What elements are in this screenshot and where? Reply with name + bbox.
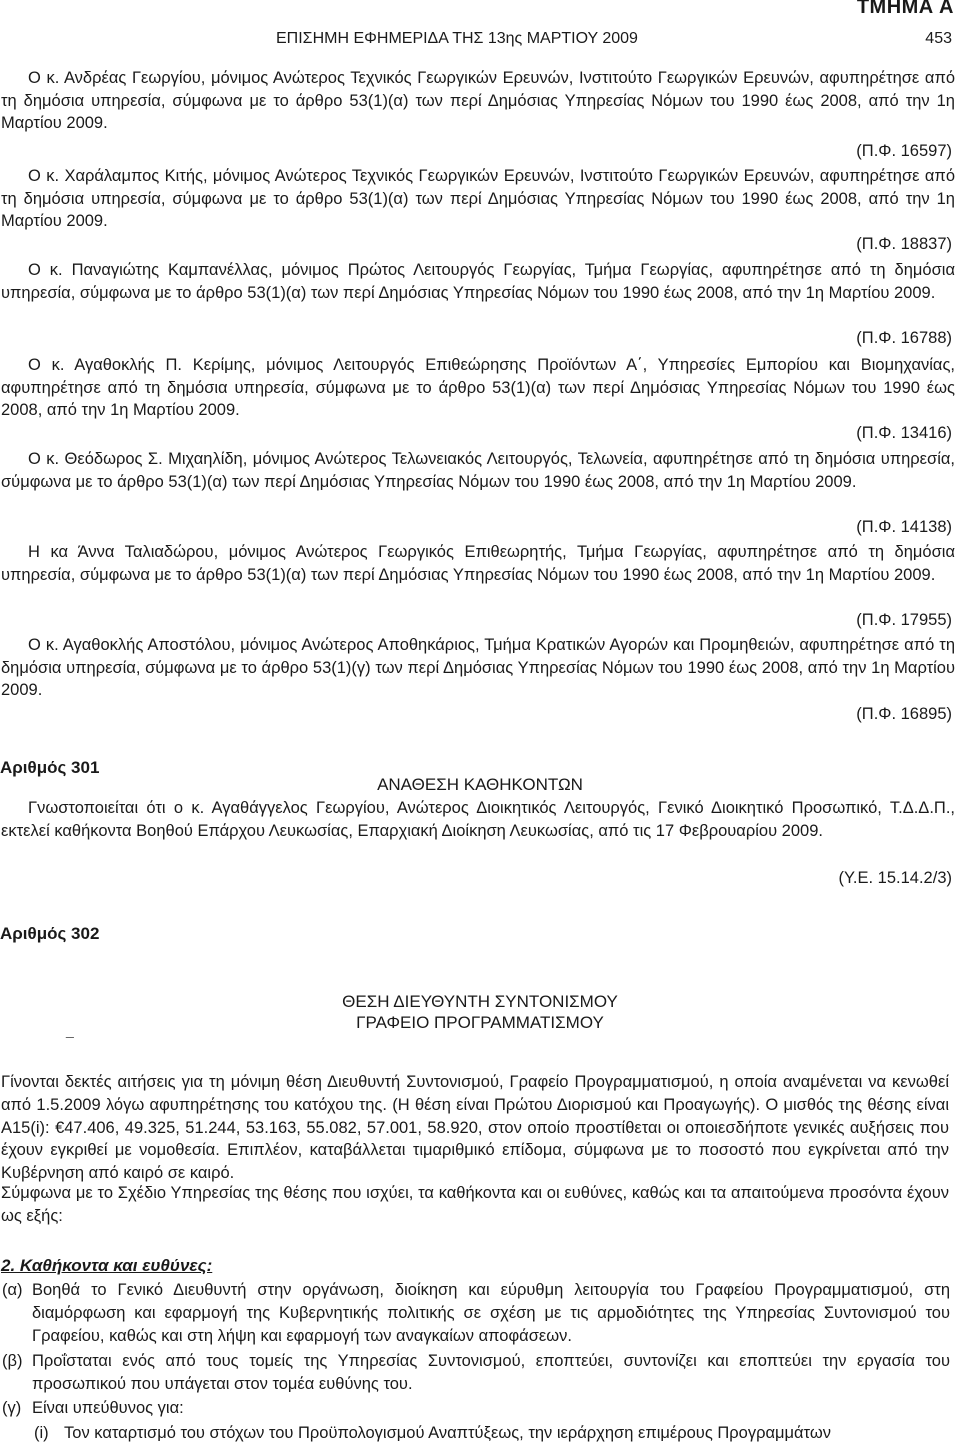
duty-subitem-label: (i) (34, 1424, 49, 1442)
duty-item-text: Βοηθά το Γενικό Διευθυντή στην οργάνωση, διοίκηση και εύρυθμη λειτουργία του Γραφείου Προγραμματισμού, στη διαμόρφωση και εφαρμογή της Κυβερνητικής πολιτικής σε σχέση με τις αρμοδιότητες της Υπηρεσίας Συντονισμού του Γραφείου, καθώς και στη λήψη και εφαρμογή των αναγκαίων αποφάσεων. (32, 1281, 950, 1345)
notice-paragraph: Ο κ. Αγαθοκλής Π. Κερίμης, μόνιμος Λειτουργός Επιθεώρησης Προϊόντων Α΄, Υπηρεσίες Εμπορίου και Βιομηχανίας, αφυπηρέτησε από τη δημόσια υπηρεσία, σύμφωνα με το άρθρο 53(1)(α) των περί Δημόσιας Υπηρεσίας Νόμων του 1990 έως 2008, από την 1η Μαρτίου 2009. (1, 356, 955, 420)
duty-item-label: (α) (2, 1281, 23, 1299)
notice-reference: (Υ.Ε. 15.14.2/3) (838, 869, 952, 887)
notice-paragraph: Ο κ. Αγαθοκλής Αποστόλου, μόνιμος Ανώτερος Αποθηκάριος, Τμήμα Κρατικών Αγορών και Προμηθειών, αφυπηρέτησε από τη δημόσια υπηρεσία, σύμφωνα με το άρθρο 53(1)(γ) των περί Δημόσιας Υπηρεσίας Νόμων του 1990 έως 2008, από την 1η Μαρτίου 2009. (1, 636, 955, 700)
duties-intro-paragraph: Σύμφωνα με το Σχέδιο Υπηρεσίας της θέσης που ισχύει, τα καθήκοντα και οι ευθύνες, καθώς και τα απαιτούμενα προσόντα έχουν ως εξής: (1, 1184, 949, 1225)
page-number: 453 (925, 30, 952, 47)
notice-reference: (Π.Φ. 14138) (856, 518, 952, 536)
section-label: ΤΜΗΜΑ Α (856, 0, 954, 18)
notice-paragraph: Γνωστοποιείται ότι ο κ. Αγαθάγγελος Γεωργίου, Ανώτερος Διοικητικός Λειτουργός, Γενικό Διοικητικό Προσωπικό, Τ.Δ.Δ.Π., εκτελεί καθήκοντα Βοηθού Επάρχου Λευκωσίας, Επαρχιακή Διοίκηση Λευκωσίας, από τις 17 Φεβρουαρίου 2009. (1, 799, 955, 840)
notice-paragraph: Η κα Άννα Ταλιαδώρου, μόνιμος Ανώτερος Γεωργικός Επιθεωρητής, Τμήμα Γεωργίας, αφυπηρέτησε από τη δημόσια υπηρεσία, σύμφωνα με το άρθρο 53(1)(α) των περί Δημόσιας Υπηρεσίας Νόμων του 1990 έως 2008, από την 1η Μαρτίου 2009. (1, 543, 955, 584)
notice-subtitle: ΓΡΑΦΕΙΟ ΠΡΟΓΡΑΜΜΑΤΙΣΜΟΥ (356, 1013, 604, 1032)
notice-reference: (Π.Φ. 16788) (856, 329, 952, 347)
vacancy-paragraph: Γίνονται δεκτές αιτήσεις για τη μόνιμη θέση Διευθυντή Συντονισμού, Γραφείο Προγραμματισμού, η οποία αναμένεται να κενωθεί από 1.5.2009 λόγω αφυπηρέτησης του κατόχου της. (Η θέση είναι Πρώτου Διορισμού και Προαγωγής). Ο μισθός της θέσης είναι Α15(i): €47.406, 49.325, 51.244, 53.163, 55.082, 57.001, 58.920, στον οποίο προστίθεται οι οποιεσδήποτε γενικές αυξήσεις που έχουν εγκριθεί με νομοθεσία. Επιπλέον, καταβάλλεται τιμαριθμικό επίδομα, σύμφωνα με το ποσοστό που εγκρίνεται από την Κυβέρνηση από καιρό σε καιρό. (1, 1073, 949, 1183)
notice-number: Αριθμός 302 (0, 924, 100, 943)
duty-item-text: Είναι υπεύθυνος για: (32, 1399, 184, 1417)
duty-item (2, 1279, 950, 1347)
notice-reference: (Π.Φ. 18837) (856, 235, 952, 253)
section-heading: 2. Καθήκοντα και ευθύνες: (1, 1256, 213, 1275)
duty-item (2, 1397, 950, 1420)
notice-reference: (Π.Φ. 13416) (856, 424, 952, 442)
notice-title: ΑΝΑΘΕΣΗ ΚΑΘΗΚΟΝΤΩΝ (377, 775, 583, 794)
scan-mark: _ (66, 1022, 74, 1038)
notice-paragraph: Ο κ. Ανδρέας Γεωργίου, μόνιμος Ανώτερος Τεχνικός Γεωργικών Ερευνών, Ινστιτούτο Γεωργικών Ερευνών, αφυπηρέτησε από τη δημόσια υπηρεσία, σύμφωνα με το άρθρο 53(1)(α) των περί Δημόσιας Υπηρεσίας Νόμων του 1990 έως 2008, από την 1η Μαρτίου 2009. (1, 69, 955, 133)
notice-reference: (Π.Φ. 16895) (856, 705, 952, 723)
gazette-header: ΕΠΙΣΗΜΗ ΕΦΗΜΕΡΙΔΑ ΤΗΣ 13ης ΜΑΡΤΙΟΥ 2009 (276, 30, 638, 47)
notice-title: ΘΕΣΗ ΔΙΕΥΘΥΝΤΗ ΣΥΝΤΟΝΙΣΜΟΥ (342, 992, 618, 1011)
notice-paragraph: Ο κ. Θεόδωρος Σ. Μιχαηλίδη, μόνιμος Ανώτερος Τελωνειακός Λειτουργός, Τελωνεία, αφυπηρέτησε από τη δημόσια υπηρεσία, σύμφωνα με το άρθρο 53(1)(α) των περί Δημόσιας Υπηρεσίας Νόμων του 1990 έως 2008, από την 1η Μαρτίου 2009. (1, 450, 955, 491)
duty-item (2, 1350, 950, 1396)
duty-item-text: Προΐσταται ενός από τους τομείς της Υπηρεσίας Συντονισμού, εποπτεύει, συντονίζει και εποπτεύει την εργασία του προσωπικού που υπάγεται στον τομέα ευθύνης του. (32, 1352, 950, 1393)
notice-number: Αριθμός 301 (0, 758, 100, 777)
notice-reference: (Π.Φ. 17955) (856, 611, 952, 629)
duty-item-label: (β) (2, 1352, 23, 1370)
notice-paragraph: Ο κ. Χαράλαμπος Κιτής, μόνιμος Ανώτερος Τεχνικός Γεωργικών Ερευνών, Ινστιτούτο Γεωργικών Ερευνών, αφυπηρέτησε από τη δημόσια υπηρεσία, σύμφωνα με το άρθρο 53(1)(α) των περί Δημόσιας Υπηρεσίας Νόμων του 1990 έως 2008, από την 1η Μαρτίου 2009. (1, 167, 955, 231)
notice-reference: (Π.Φ. 16597) (856, 142, 952, 160)
duty-subitem-text: Τον καταρτισμό του στόχων του Προϋπολογισμού Αναπτύξεως, την ιεράρχηση επιμέρους Προγραμμάτων (64, 1424, 831, 1442)
notice-paragraph: Ο κ. Παναγιώτης Καμπανέλλας, μόνιμος Πρώτος Λειτουργός Γεωργίας, Τμήμα Γεωργίας, αφυπηρέτησε από τη δημόσια υπηρεσία, σύμφωνα με το άρθρο 53(1)(α) των περί Δημόσιας Υπηρεσίας Νόμων του 1990 έως 2008, από την 1η Μαρτίου 2009. (1, 261, 955, 302)
duty-subitem (34, 1422, 950, 1445)
duty-item-label: (γ) (2, 1399, 22, 1417)
